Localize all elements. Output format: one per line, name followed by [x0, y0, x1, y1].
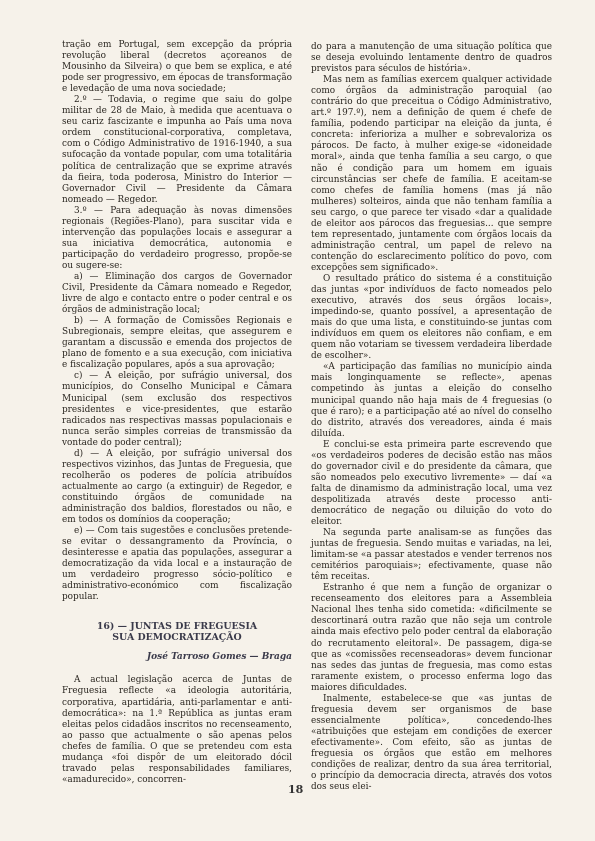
paragraph: 2.º — Todavia, o regime que saiu do golpe militar de 28 de Maio, à medida que acentuava o seu cariz fascizante e impunha ao País uma nova ordem constitucional-corporativa, completava, com o Código Administrativo de 1916-1940, a sua sufocação da vontade popular, com uma totalitária política de centralização que se exprime através da fieira, toda poderosa, Ministro do Interior — Governador Civil — Presidente da Câmara nomeado — Regedor. [62, 95, 292, 205]
section-title-line: 16) — JUNTAS DE FREGUESIA [96, 621, 258, 633]
paragraph: Mas nem as famílias exercem qualquer actividade como órgãos da administração paroquial (ao contrário do que preceitua o Código Administrativo, art.º 197.º), nem a definição de quem é chefe de família, podendo participar na eleição da junta, é concreta: inferioriza a mulher e sobrevaloriza os párocos. De facto, à mulher exige-se «idoneidade moral», ainda que tenha família a seu cargo, o que não é condição para um homem em iguais circunstâncias ser chefe de família. E aceitam-se como chefes de família homens (mas já não mulheres) solteiros, ainda que não tenham família a seu cargo, o que parece ter visado «dar a qualidade de eleitor aos párocos das freguesias... que sempre tem representado, juntamente com órgãos locais da administração central, um papel de relevo na contenção do esclarecimento político do povo, com excepções sem significado». [311, 75, 552, 273]
paragraph: do para a manutenção de uma situação política que se deseja evoluindo lentamente dentro de quadros previstos para séculos de história». [311, 42, 552, 75]
list-item: d) — A eleição, por sufrágio universal dos respectivos vizinhos, das Juntas de Freguesia, que recolherão os poderes de polícia atribuídos actualmente ao cargo (a extinguir) de Regedor, e constituindo órgãos de comunidade na administração dos baldios, florestados ou não, e em todos os domínios da cooperação; [62, 448, 292, 526]
section-title-line: SUA DEMOCRATIZAÇÃO [112, 632, 242, 644]
paragraph: A actual legislação acerca de Juntas de Freguesia reflecte «a ideologia autoritária, corporativa, apartidária, anti-parlamentar e anti-democrática»: na 1.ª República as juntas eram eleitas pelos cidadãos inscritos no recenseamento, ao passo que actualmente o são apenas pelos chefes de família. O que se pretendeu com esta mudança «foi dispôr de um eleitorado dócil travado pelas responsabilidades familiares, «amadurecido», concorren- [62, 675, 292, 785]
paragraph: 3.º — Para adequação às novas dimensões regionais (Regiões-Plano), para suscitar vida e intervenção das populações locais e assegurar a sua iniciativa democrática, autonomia e participação do verdadeiro progresso, propõe-se ou sugere-se: [62, 205, 292, 271]
list-item: c) — A eleição, por sufrágio universal, dos municípios, do Conselho Municipal e Câmara Municipal (sem exclusão dos respectivos presidentes e vice-presidentes, que estarão radicados nas respectivas massas populacionais e nunca serão simples correias de transmissão da vontade do poder central); [62, 371, 292, 448]
author-byline: José Tarroso Gomes — Braga [146, 652, 292, 663]
list-item: a) — Eliminação dos cargos de Governador Civil, Presidente da Câmara nomeado e Regedor, livre de algo e contacto entre o poder central e os órgãos de administração local; [62, 271, 292, 316]
paragraph: Inalmente, estabelece-se que «as juntas de freguesia devem ser organismos de base essencialmente política», concedendo-lhes «atribuições que estejam em condições de exercer efectivamente». Com efeito, são as juntas de freguesia os órgãos que estão em melhores condições de realizar, dentro da sua área territorial, o princípio da democracia directa, através dos votos dos seus elei- [311, 693, 552, 793]
list-item: e) — Com tais sugestões e conclusões pretende-se evitar o dessangramento da Província, o desinteresse e apatia das populações, assegurar a democratização da vida local e a instauração de um verdadeiro progresso sócio-político e administrativo-económico com fiscalização popular. [62, 526, 292, 603]
paragraph: O resultado prático do sistema é a constituição das juntas «por indivíduos de facto nomeados pelo executivo, através dos seus órgãos locais», impedindo-se, quanto possível, a apresentação de mais do que uma lista, e constituindo-se juntas com indivíduos em quem os eleitores não confiam, e em quem não votariam se tivessem verdadeira liberdade de escolher». [311, 273, 552, 362]
page-number: 18 [288, 783, 304, 796]
paragraph: Estranho é que nem a função de organizar o recenseamento dos eleitores para a Assembleia Nacional lhes tenha sido cometida: «dificilmente se descortinará outra razão que não seja um controle ainda mais efectivo pelo poder central da elaboração do recrutamento eleitoral». De passagem, diga-se que as «comissões recenseadoras» devem funcionar nas sedes das juntas de freguesia, mas como estas raramente existem, o processo enferma logo das maiores dificuldades. [311, 583, 552, 693]
paragraph: E conclui-se esta primeira parte escrevendo que «os verdadeiros poderes de decisão estão nas mãos do governador civil e do presidente da câmara, que são nomeados pelo executivo livremente» — daí «a falta de dinamismo da administração local, uma vez despolitizada através deste processo anti-democrático de negação ou diluição do voto do eleitor. [311, 439, 552, 528]
paragraph: Na segunda parte analisam-se as funções das juntas de freguesia. Sendo muitas e variadas, na lei, limitam-se «a passar atestados e vender terrenos nos cemitérios paroquiais»; efectivamente, quase não têm receitas. [311, 528, 552, 583]
paragraph: tração em Portugal, sem excepção da própria revolução liberal (decretos açoreanos de Mousinho da Silveira) o que bem se explica, e até pode ser progressivo, em épocas de transformação e levedação de uma nova sociedade; [62, 40, 292, 95]
right-column [311, 42, 552, 793]
section-title [62, 621, 292, 643]
paragraph: «A participação das famílias no município ainda mais longinquamente se reflecte», apenas competindo às juntas a eleição do conselho municipal quando não haja mais de 4 freguesias (o que é raro); e a participação até ao nível do conselho do distrito, através dos vereadores, ainda é mais diluída. [311, 362, 552, 439]
left-column [62, 40, 292, 786]
list-item: b) — A formação de Comissões Regionais e Subregionais, sempre eleitas, que assegurem e garantam a discussão e emenda dos projectos de plano de fomento e a sua execução, com iniciativa e fiscalização populares, após a sua aprovação; [62, 316, 292, 371]
